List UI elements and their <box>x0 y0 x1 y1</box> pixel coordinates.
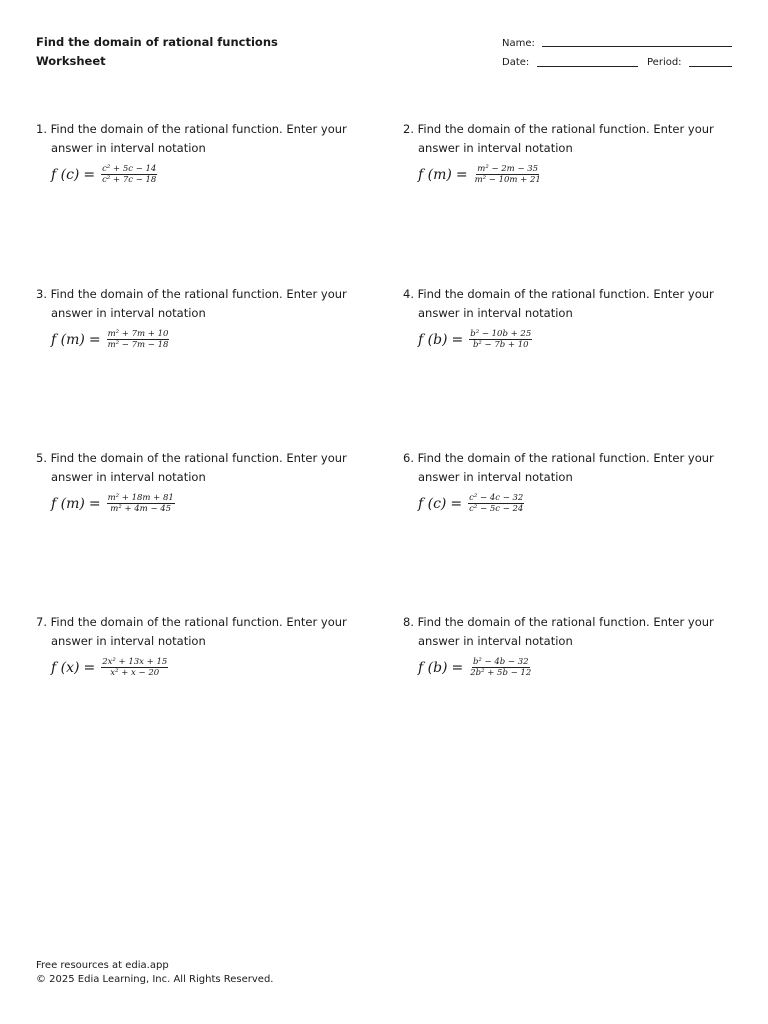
problem-text: Find the domain of the rational function. Enter your answer in interval notation <box>417 122 714 155</box>
denominator: c² − 5c − 24 <box>469 504 524 514</box>
function-name: f (c) <box>418 495 447 512</box>
fraction <box>468 493 524 514</box>
name-label: Name: <box>502 38 535 49</box>
problem-text: Find the domain of the rational function. Enter your answer in interval notation <box>50 122 347 155</box>
denominator: b² − 7b + 10 <box>472 340 529 350</box>
name-line <box>542 46 732 47</box>
footer-resources: Free resources at edia.app <box>36 960 169 971</box>
function-name: f (m) <box>51 331 85 348</box>
function-name: f (x) <box>51 659 80 676</box>
numerator: 2x² + 13x + 15 <box>102 657 168 667</box>
worksheet-subtitle: Worksheet <box>36 54 106 68</box>
problem-number: 5. <box>36 451 47 465</box>
function-name: f (c) <box>51 166 80 183</box>
denominator: m² − 10m + 21 <box>474 175 541 185</box>
problem-4 <box>403 285 733 350</box>
problem-number: 8. <box>403 615 414 629</box>
fraction <box>474 164 542 185</box>
fraction <box>469 657 532 678</box>
problem-3 <box>36 285 366 350</box>
rational-expression: f (x) = $\frac{\text{2x² + 13x + 15}}{\text{x² + x − 20}}$ <box>51 657 168 678</box>
date-line <box>537 66 638 67</box>
problem-prompt <box>36 285 366 323</box>
problem-prompt <box>36 449 366 487</box>
numerator: m² + 18m + 81 <box>107 493 174 503</box>
function-name: f (b) <box>418 659 448 676</box>
function-name: f (b) <box>418 331 448 348</box>
numerator: b² − 10b + 25 <box>470 329 532 339</box>
footer-copyright: © 2025 Edia Learning, Inc. All Rights Reserved. <box>36 974 274 985</box>
rational-expression: f (b) = $\frac{\text{b² − 10b + 25}}{\text{b² − 7b + 10}}$ <box>418 329 532 350</box>
problem-1 <box>36 120 366 185</box>
worksheet-title: Find the domain of rational functions <box>36 35 278 49</box>
problem-7 <box>36 613 366 678</box>
problem-5 <box>36 449 366 514</box>
period-label: Period: <box>647 57 682 68</box>
problem-prompt <box>403 120 733 158</box>
problem-text: Find the domain of the rational function. Enter your answer in interval notation <box>50 287 347 320</box>
rational-expression: f (m) = $\frac{\text{m² + 18m + 81}}{\text{m² + 4m − 45}}$ <box>51 493 174 514</box>
problem-number: 1. <box>36 122 47 136</box>
numerator: b² − 4b − 32 <box>472 657 529 667</box>
problem-prompt <box>36 613 366 651</box>
problem-prompt <box>36 120 366 158</box>
fraction <box>101 164 157 185</box>
fraction <box>107 329 170 350</box>
date-label: Date: <box>502 57 530 68</box>
denominator: m² + 4m − 45 <box>110 504 172 514</box>
numerator: c² + 5c − 14 <box>102 164 157 174</box>
problem-text: Find the domain of the rational function. Enter your answer in interval notation <box>417 615 714 648</box>
problem-number: 4. <box>403 287 414 301</box>
denominator: 2b² + 5b − 12 <box>470 668 532 678</box>
problem-number: 6. <box>403 451 414 465</box>
denominator: c² + 7c − 18 <box>102 175 157 185</box>
numerator: m² − 2m − 35 <box>477 164 539 174</box>
problem-prompt <box>403 613 733 651</box>
rational-expression: f (c) = $\frac{\text{c² − 4c − 32}}{\text{c² − 5c − 24}}$ <box>418 493 524 514</box>
problem-text: Find the domain of the rational function. Enter your answer in interval notation <box>417 287 714 320</box>
problem-number: 7. <box>36 615 47 629</box>
rational-expression: f (b) = $\frac{\text{b² − 4b − 32}}{\text{2b² + 5b − 12}}$ <box>418 657 532 678</box>
numerator: m² + 7m + 10 <box>107 329 169 339</box>
fraction <box>107 493 175 514</box>
problem-number: 2. <box>403 122 414 136</box>
problem-8 <box>403 613 733 678</box>
denominator: x² + x − 20 <box>110 668 160 678</box>
numerator: c² − 4c − 32 <box>469 493 524 503</box>
problem-number: 3. <box>36 287 47 301</box>
function-name: f (m) <box>51 495 85 512</box>
problem-text: Find the domain of the rational function. Enter your answer in interval notation <box>417 451 714 484</box>
problem-prompt <box>403 285 733 323</box>
period-line <box>689 66 732 67</box>
rational-expression: f (m) = $\frac{\text{m² + 7m + 10}}{\text{m² − 7m − 18}}$ <box>51 329 169 350</box>
rational-expression: f (c) = $\frac{\text{c² + 5c − 14}}{\text{c² + 7c − 18}}$ <box>51 164 157 185</box>
problem-text: Find the domain of the rational function. Enter your answer in interval notation <box>50 615 347 648</box>
fraction <box>101 657 168 678</box>
rational-expression: f (m) = $\frac{\text{m² − 2m − 35}}{\text{m² − 10m + 21}}$ <box>418 164 541 185</box>
problem-6 <box>403 449 733 514</box>
problem-prompt <box>403 449 733 487</box>
denominator: m² − 7m − 18 <box>107 340 169 350</box>
function-name: f (m) <box>418 166 452 183</box>
fraction <box>469 329 532 350</box>
problem-text: Find the domain of the rational function. Enter your answer in interval notation <box>50 451 347 484</box>
problem-2 <box>403 120 733 185</box>
